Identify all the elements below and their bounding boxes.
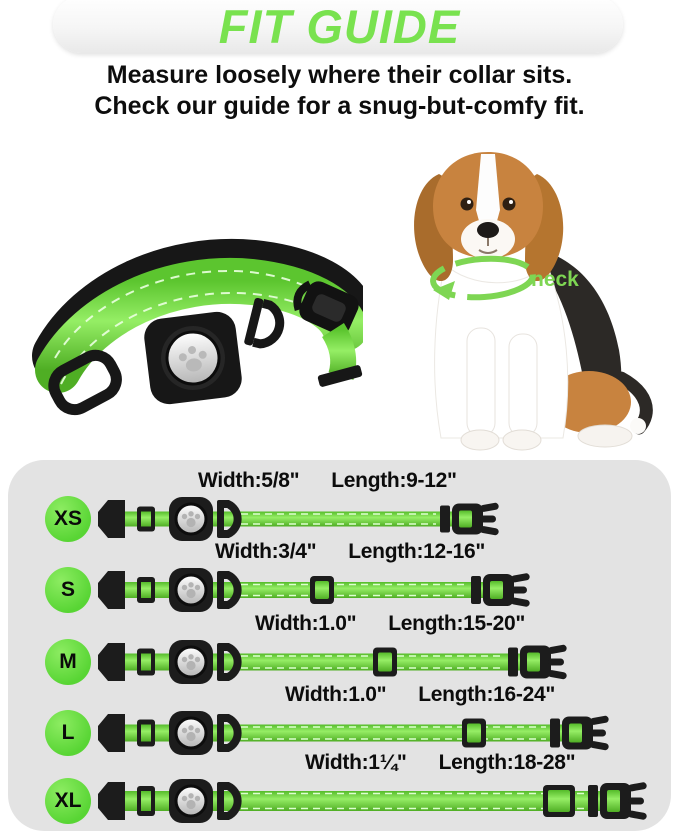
dog-eye-glint xyxy=(467,200,471,204)
size-badge-s: S xyxy=(45,567,91,613)
strap-tail xyxy=(333,330,343,376)
length-label: Length:15-20" xyxy=(388,612,526,635)
dog-front-paw xyxy=(503,430,541,450)
size-row-l xyxy=(8,683,671,759)
neck-label: neck xyxy=(531,268,579,291)
collar-diagram xyxy=(95,709,610,757)
dog-eye xyxy=(503,198,516,211)
size-badge-l: L xyxy=(45,710,91,756)
collar-diagram-svg xyxy=(95,495,500,543)
length-label: Length:9-12" xyxy=(331,469,457,492)
dog-eye xyxy=(461,198,474,211)
buckle-prongs xyxy=(510,573,530,607)
subtitle-line-1: Measure loosely where their collar sits. xyxy=(106,61,573,89)
dog-front-leg xyxy=(467,328,495,436)
collar-diagram-svg xyxy=(95,777,648,825)
size-badge-m: M xyxy=(45,639,91,685)
male-buckle xyxy=(98,782,125,820)
size-row-s xyxy=(8,540,671,616)
size-row-xs xyxy=(8,469,671,545)
male-buckle xyxy=(98,571,125,609)
size-labels xyxy=(305,751,575,775)
airtag-holder-case xyxy=(142,310,244,407)
collar-diagram-svg xyxy=(95,566,531,614)
size-row-m xyxy=(8,612,671,688)
male-buckle xyxy=(98,643,125,681)
size-row-xl xyxy=(8,751,671,827)
dog-front-paw xyxy=(461,430,499,450)
dog-eye-glint xyxy=(509,200,513,204)
width-label: Width:1¼" xyxy=(305,751,407,774)
collar-diagram-svg xyxy=(95,638,568,686)
buckle-prongs xyxy=(627,782,647,820)
dog-front-leg xyxy=(509,334,537,436)
collar-diagram xyxy=(95,777,648,825)
dog-nose xyxy=(477,222,499,238)
dog-tail-tip xyxy=(630,418,646,434)
dog-illustration xyxy=(383,140,675,452)
subtitle xyxy=(0,60,679,122)
male-buckle xyxy=(98,714,125,752)
buckle-prongs xyxy=(589,715,609,750)
collar-diagram-svg xyxy=(95,709,610,757)
size-labels xyxy=(215,540,485,564)
dog-hind-paw xyxy=(578,425,632,447)
buckle-prongs xyxy=(547,644,567,679)
subtitle-line-2: Check our guide for a snug-but-comfy fit. xyxy=(94,92,585,120)
size-labels xyxy=(198,469,457,493)
length-label: Length:16-24" xyxy=(418,683,556,706)
width-label: Width:3/4" xyxy=(215,540,317,563)
size-badge-xs: XS xyxy=(45,496,91,542)
size-labels xyxy=(255,612,525,636)
width-label: Width:5/8" xyxy=(198,469,300,492)
size-guide-panel xyxy=(8,460,671,831)
collar-diagram xyxy=(95,495,500,543)
collar-diagram xyxy=(95,566,531,614)
size-labels xyxy=(285,683,555,707)
collar-product-photo xyxy=(28,208,363,433)
page-title: FIT GUIDE xyxy=(218,0,461,53)
width-label: Width:1.0" xyxy=(285,683,387,706)
length-label: Length:12-16" xyxy=(348,540,486,563)
length-label: Length:18-28" xyxy=(438,751,576,774)
collar-diagram xyxy=(95,638,568,686)
buckle-prongs xyxy=(479,502,499,535)
width-label: Width:1.0" xyxy=(255,612,357,635)
size-badge-xl: XL xyxy=(45,778,91,824)
male-buckle xyxy=(98,500,125,538)
